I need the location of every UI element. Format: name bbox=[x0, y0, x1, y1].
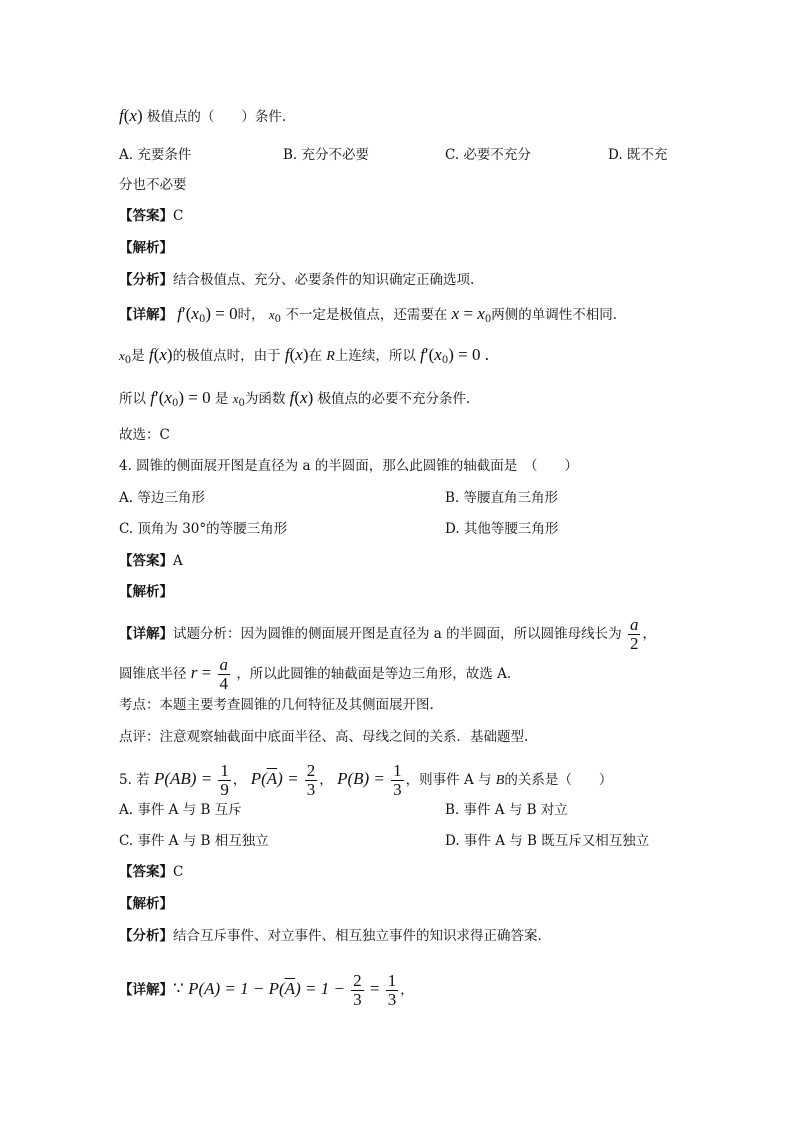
detail-line-1: 【详解】 $f'(x_0) = 0$时， $x_0$ 不一定是极值点，还需要在 $x = x_0$两侧的单调性不相同. bbox=[119, 304, 617, 325]
answer-value: C bbox=[173, 864, 184, 880]
stem-text: 的关系是（ ） bbox=[504, 772, 613, 788]
a-bar: $\overline{A}$ bbox=[284, 979, 296, 998]
q4-detail-line-2: 圆锥底半径 r = $\frac{a}{4}$ ，所以此圆锥的轴截面是等边三角形，故选 A. bbox=[119, 655, 512, 693]
detail-text: 的极值点时，由于 bbox=[172, 348, 281, 364]
xiangjie-tag: 【详解】 bbox=[119, 626, 173, 642]
detail-text: 不一定是极值点，还需要在 bbox=[285, 307, 448, 323]
detail-text: 在 bbox=[308, 348, 322, 364]
fraction: $\frac{1}{3}$ bbox=[393, 761, 402, 799]
fraction: $\frac{1}{9}$ bbox=[220, 761, 229, 799]
stem-text: 5. 若 bbox=[119, 772, 150, 788]
p-ab: P(AB) = bbox=[153, 769, 217, 788]
f-symbol: f bbox=[119, 106, 124, 125]
q5-option-b: B. 事件 A 与 B 对立 bbox=[445, 802, 568, 818]
fenxi-text: 结合极值点、充分、必要条件的知识确定正确选项. bbox=[173, 272, 475, 288]
q5-option-d: D. 事件 A 与 B 既互斥又相互独立 bbox=[445, 833, 650, 849]
q4-option-c: C. 顶角为 30°的等腰三角形 bbox=[119, 521, 288, 537]
q4-option-a: A. 等边三角形 bbox=[119, 490, 205, 506]
detail-line-2: $x_0$是 f(x)的极值点时，由于 f(x)在 R上连续，所以 $f'(x_0) = 0$ . bbox=[119, 345, 489, 366]
fraction: $\frac{2}{3}$ bbox=[306, 761, 316, 799]
a-bar: $\overline{A}$ bbox=[266, 769, 278, 788]
stem-text: ，则事件 A 与 bbox=[405, 772, 492, 788]
question-5-stem: 5. 若 P(AB) = $\frac{1}{9}$ ， $P(\overline{A})$ = $\frac{2}{3}$ ， P(B) = $\frac{1}{3}$ ，则事件 A 与 B的关系是（ ） bbox=[119, 761, 613, 799]
option-b: B. 充分不必要 bbox=[283, 147, 370, 163]
q4-jiexi-tag: 【解析】 bbox=[119, 584, 173, 600]
intro-text: 极值点的（ ）条件. bbox=[146, 109, 287, 125]
fraction: $\frac{1}{3}$ bbox=[387, 971, 397, 1009]
fenxi-line bbox=[119, 270, 474, 290]
q5-option-a: A. 事件 A 与 B 互斥 bbox=[119, 802, 242, 818]
detail-text: 是 bbox=[214, 391, 229, 407]
answer-tag: 【答案】 bbox=[119, 553, 173, 569]
detail-text: 上连续，所以 bbox=[334, 348, 416, 364]
conclusion: 故选：C bbox=[119, 427, 170, 443]
detail-text: 时， bbox=[237, 307, 265, 323]
detail-text: 是 bbox=[131, 348, 145, 364]
fenxi-tag: 【分析】 bbox=[119, 928, 173, 944]
q5-option-c: C. 事件 A 与 B 相互独立 bbox=[119, 833, 269, 849]
option-d: D. 既不充 bbox=[608, 147, 668, 163]
q5-jiexi-tag: 【解析】 bbox=[119, 896, 173, 912]
q5-answer-line bbox=[119, 862, 183, 882]
xiangjie-tag: 【详解】 bbox=[119, 982, 173, 998]
answer-line bbox=[119, 206, 183, 226]
detail-text: 圆锥底半径 bbox=[119, 666, 187, 682]
question-4-stem: 4. 圆锥的侧面展开图是直径为 a 的半圆面，那么此圆锥的轴截面是 （ ） bbox=[119, 458, 579, 474]
q4-dianping: 点评：注意观察轴截面中底面半径、高、母线之间的关系．基础题型. bbox=[119, 729, 529, 745]
answer-value: A bbox=[173, 553, 183, 569]
q4-option-b: B. 等腰直角三角形 bbox=[445, 490, 559, 506]
q4-detail-line-1: 【详解】试题分析：因为圆锥的侧面展开图是直径为 a 的半圆面，所以圆锥母线长为 $\frac{a}{2}$ ， bbox=[119, 615, 656, 653]
fenxi-tag: 【分析】 bbox=[119, 272, 173, 288]
detail-text: 极值点的必要不充分条件. bbox=[317, 391, 471, 407]
answer-tag: 【答案】 bbox=[119, 208, 173, 224]
detail-text: ，所以此圆锥的轴截面是等边三角形，故选 A. bbox=[236, 666, 512, 682]
option-d-continued: 分也不必要 bbox=[119, 177, 187, 193]
answer-tag: 【答案】 bbox=[119, 864, 173, 880]
fenxi-text: 结合互斥事件、对立事件、相互独立事件的知识求得正确答案. bbox=[173, 928, 542, 944]
q5-fenxi-line bbox=[119, 926, 542, 946]
r-symbol: r bbox=[190, 663, 198, 682]
intro-line: f(x) 极值点的（ ）条件. bbox=[119, 106, 287, 125]
q4-kaodian: 考点：本题主要考查圆锥的几何特征及其侧面展开图. bbox=[119, 697, 434, 713]
q4-answer-line bbox=[119, 551, 183, 571]
detail-text: 试题分析：因为圆锥的侧面展开图是直径为 a 的半圆面，所以圆锥母线长为 bbox=[173, 626, 622, 642]
p-b: P(B) = bbox=[337, 769, 390, 788]
answer-value: C bbox=[173, 208, 184, 224]
detail-text: 为函数 bbox=[244, 391, 286, 407]
option-a: A. 充要条件 bbox=[119, 147, 192, 163]
fraction: $\frac{2}{3}$ bbox=[353, 971, 362, 1009]
q5-detail-line: 【详解】∵ $P(A) = 1 - P(\overline{A}) = 1$ − $\frac{2}{3}$ = $\frac{1}{3}$ ， bbox=[119, 971, 414, 1009]
xiangjie-tag: 【详解】 bbox=[119, 307, 173, 323]
option-c: C. 必要不充分 bbox=[445, 147, 531, 163]
fraction: $\frac{a}{2}$ bbox=[629, 615, 639, 653]
detail-text: 所以 bbox=[119, 391, 146, 407]
detail-line-3: 所以 $f'(x_0) = 0$ 是 $x_0$为函数 f(x) 极值点的必要不充分条件. bbox=[119, 388, 471, 409]
r-symbol: R bbox=[326, 349, 335, 364]
jiexi-tag: 【解析】 bbox=[119, 240, 173, 256]
detail-text: 两侧的单调性不相同. bbox=[491, 307, 617, 323]
x-symbol: x bbox=[129, 106, 137, 125]
fraction: $\frac{a}{4}$ bbox=[219, 655, 229, 693]
q4-option-d: D. 其他等腰三角形 bbox=[445, 521, 559, 537]
